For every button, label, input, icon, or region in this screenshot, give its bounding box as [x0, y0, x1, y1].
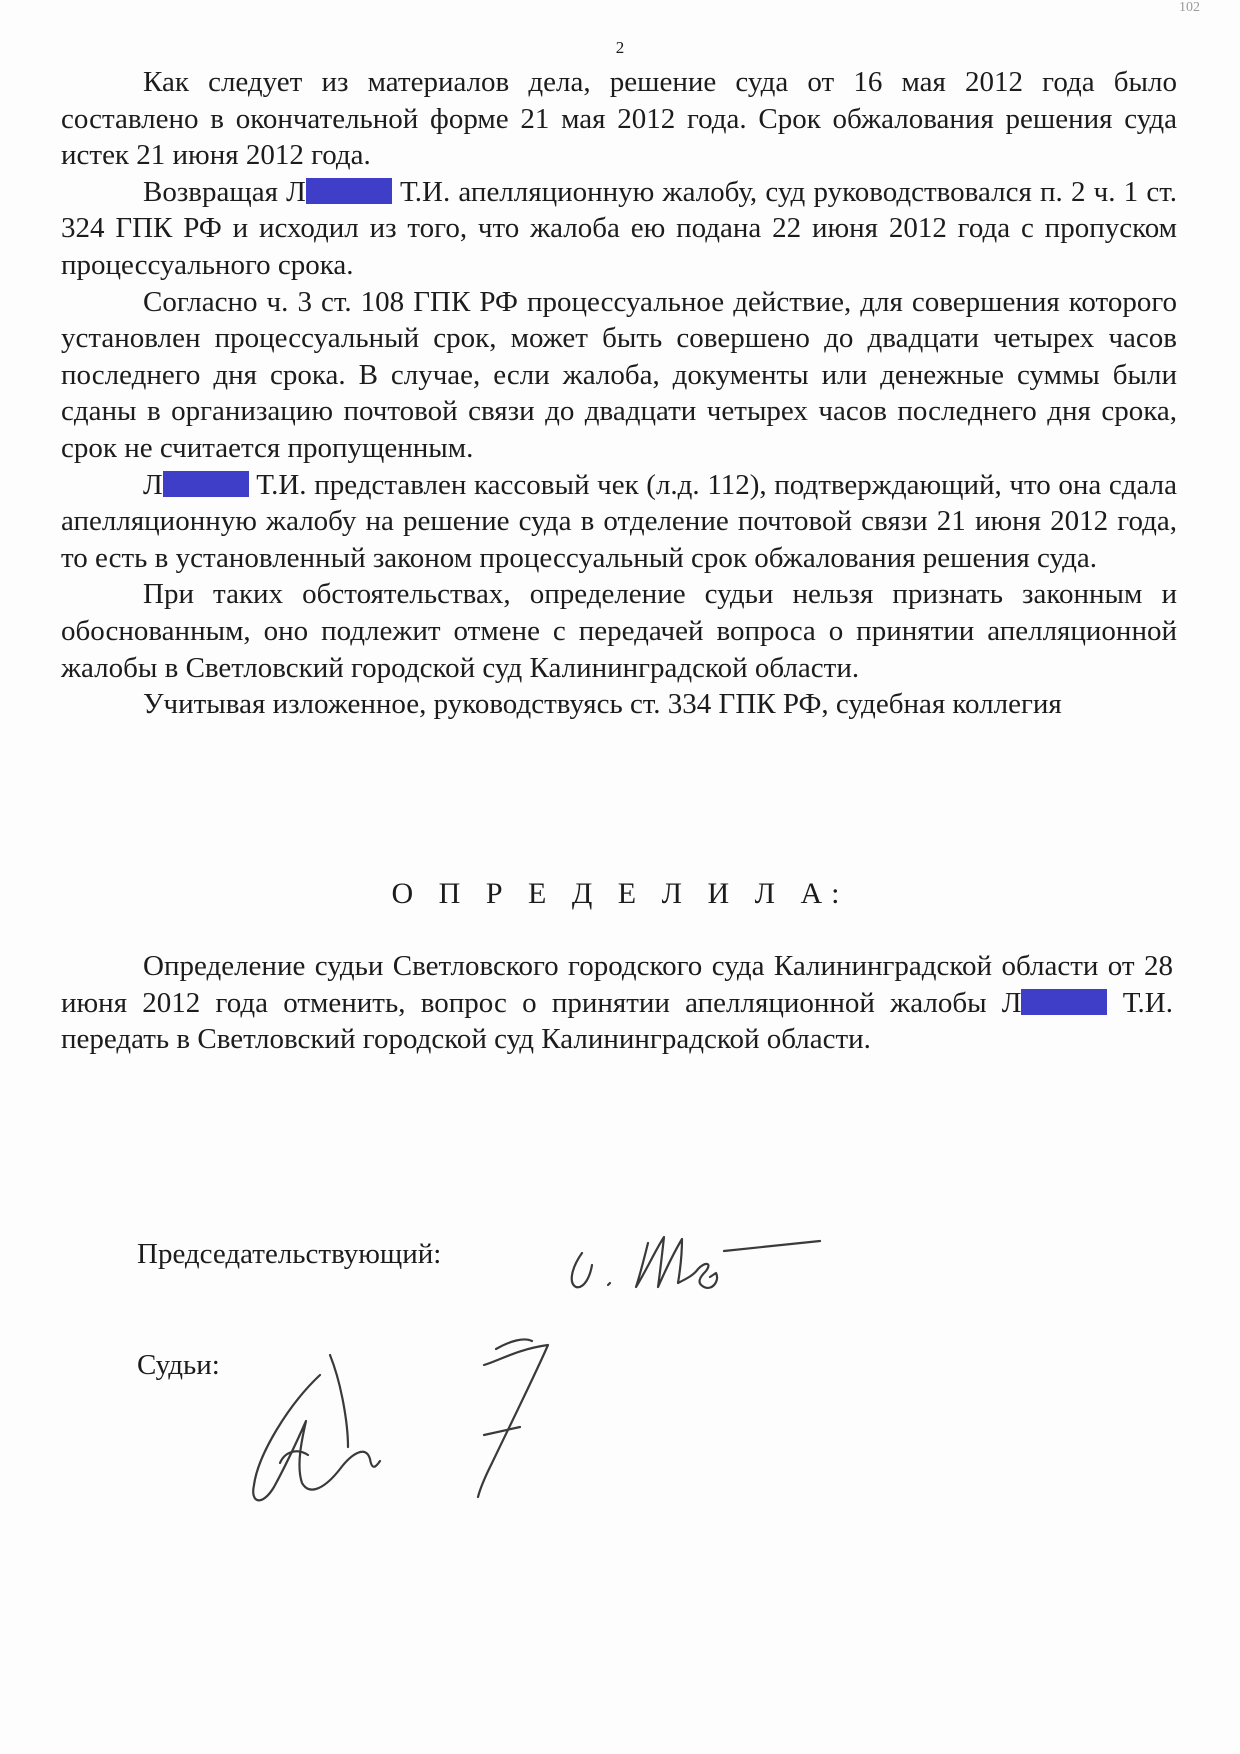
page-number: 2 — [615, 38, 625, 57]
ruling-paragraph — [61, 948, 1173, 1058]
redacted-surname — [306, 178, 392, 204]
paragraph-text-start: Возвращая Л — [143, 175, 306, 208]
judges-signatures — [248, 1335, 588, 1515]
ruling-block — [61, 948, 1173, 1058]
redacted-surname — [163, 471, 249, 497]
presiding-judge-label: Председательствующий: — [137, 1238, 442, 1270]
paragraph-text-end: Т.И. представлен кассовый чек (л.д. 112), подтверждающий, что она сдала апелляционную жалобу на решение суда в отделение почтовой связи 21 июня 2012 года, то есть в установленный законом процессуальный срок обжалования решения суда. — [61, 468, 1177, 574]
redacted-surname — [1021, 989, 1107, 1015]
paragraph-receipt-evidence — [61, 467, 1177, 577]
ruling-text-end: Т.И. передать в Светловский городской суд Калининградской области. — [61, 986, 1173, 1056]
judges-label: Судьи: — [137, 1349, 220, 1381]
paragraph-text-end: Т.И. апелляционную жалобу, суд руководствовался п. 2 ч. 1 ст. 324 ГПК РФ и исходил из того, что жалоба ею подана 22 июня 2012 года с пропуском процессуального срока. — [61, 175, 1177, 281]
corner-archive-mark: 102 — [1179, 0, 1200, 15]
paragraph-text-start: Л — [143, 468, 163, 501]
paragraph-considering: Учитывая изложенное, руководствуясь ст. 334 ГПК РФ, судебная коллегия — [143, 688, 1062, 721]
presiding-judge-signature — [560, 1225, 830, 1300]
paragraph-return-of-appeal — [61, 174, 1177, 284]
body-text — [61, 64, 1177, 723]
ruling-text-start: Определение судьи Светловского городского суда Калининградской области от 28 июня 2012 года отменить, вопрос о принятии апелляционной жалобы Л — [61, 950, 1173, 1019]
paragraph-circumstances: При таких обстоятельствах, определение судьи нельзя признать законным и обоснованным, оно подлежит отмене с передачей вопроса о принятии апелляционной жалобы в Светловский городской суд Калининградской области. — [61, 578, 1177, 684]
ruling-heading: О П Р Е Д Е Л И Л А: — [391, 877, 849, 910]
paragraph-appeal-deadline: Как следует из материалов дела, решение суда от 16 мая 2012 года было составлено в окончательной форме 21 мая 2012 года. Срок обжалования решения суда истек 21 июня 2012 года. — [61, 66, 1177, 172]
paragraph-procedural-term: Согласно ч. 3 ст. 108 ГПК РФ процессуальное действие, для совершения которого установлен процессуальный срок, может быть совершено до двадцати четырех часов последнего дня срока. В случае, если жалоба, документы или денежные суммы были сданы в организацию почтовой связи до двадцати четырех часов последнего дня срока, срок не считается пропущенным. — [61, 285, 1177, 464]
